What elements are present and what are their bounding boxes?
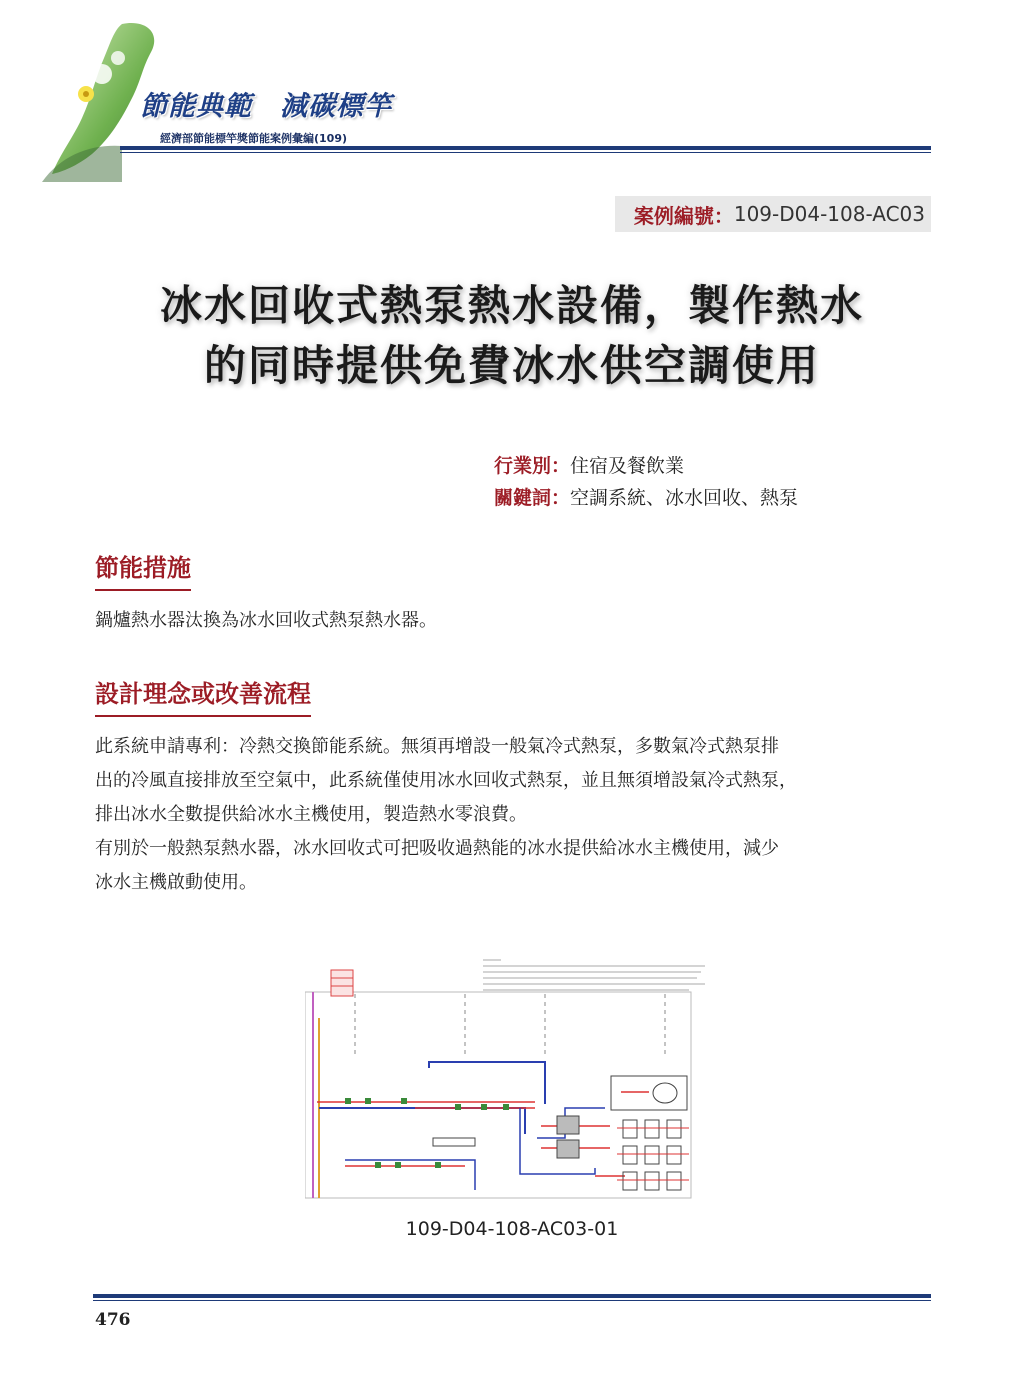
design-line: 冰水主機啟動使用。 [95, 872, 257, 893]
industry-row [494, 450, 798, 482]
system-schematic-figure [305, 958, 715, 1200]
header-rule-thin [120, 152, 931, 153]
design-line: 有別於一般熱泵熱水器，冰水回收式可把吸收過熱能的冰水提供給冰水主機使用，減少 [95, 838, 779, 859]
keywords-label: 關鍵詞： [494, 487, 571, 509]
keywords-value: 空調系統、冰水回收、熱泵 [570, 487, 799, 509]
section-title-measures: 節能措施 [95, 548, 191, 591]
page-title [80, 276, 944, 396]
brand-title: 節能典範 減碳標竿 [140, 91, 392, 122]
figure-caption: 109-D04-108-AC03-01 [405, 1218, 619, 1240]
title-line-2: 的同時提供免費冰水供空調使用 [203, 341, 820, 390]
industry-label: 行業別： [494, 455, 571, 477]
meta-block [494, 450, 798, 514]
design-line: 出的冷風直接排放至空氣中，此系統僅使用冰水回收式熱泵，並且無須增設氣冷式熱泵， [95, 770, 797, 791]
design-line: 排出冰水全數提供給冰水主機使用，製造熱水零浪費。 [95, 804, 527, 825]
header-rule [120, 146, 931, 150]
footer-rule-thin [93, 1300, 931, 1301]
case-number-box [615, 196, 931, 232]
design-line: 此系統申請專利：冷熱交換節能系統。無須再增設一般氣冷式熱泵，多數氣冷式熱泵排 [95, 736, 779, 757]
footer-rule [93, 1294, 931, 1298]
section-title-design: 設計理念或改善流程 [95, 674, 311, 717]
case-number-value: 109-D04-108-AC03 [733, 202, 925, 226]
industry-value: 住宿及餐飲業 [570, 455, 685, 477]
piping-schematic-diagram [305, 958, 715, 1200]
case-number-label: 案例編號： [633, 203, 734, 228]
brand-subtitle: 經濟部節能標竿獎節能案例彙編(109) [160, 132, 348, 145]
title-line-1: 冰水回收式熱泵熱水設備，製作熱水 [159, 281, 864, 330]
design-text [95, 730, 935, 900]
measures-text: 鍋爐熱水器汰換為冰水回收式熱泵熱水器。 [95, 610, 437, 631]
page-number: 476 [95, 1310, 131, 1330]
keywords-row [494, 482, 798, 514]
